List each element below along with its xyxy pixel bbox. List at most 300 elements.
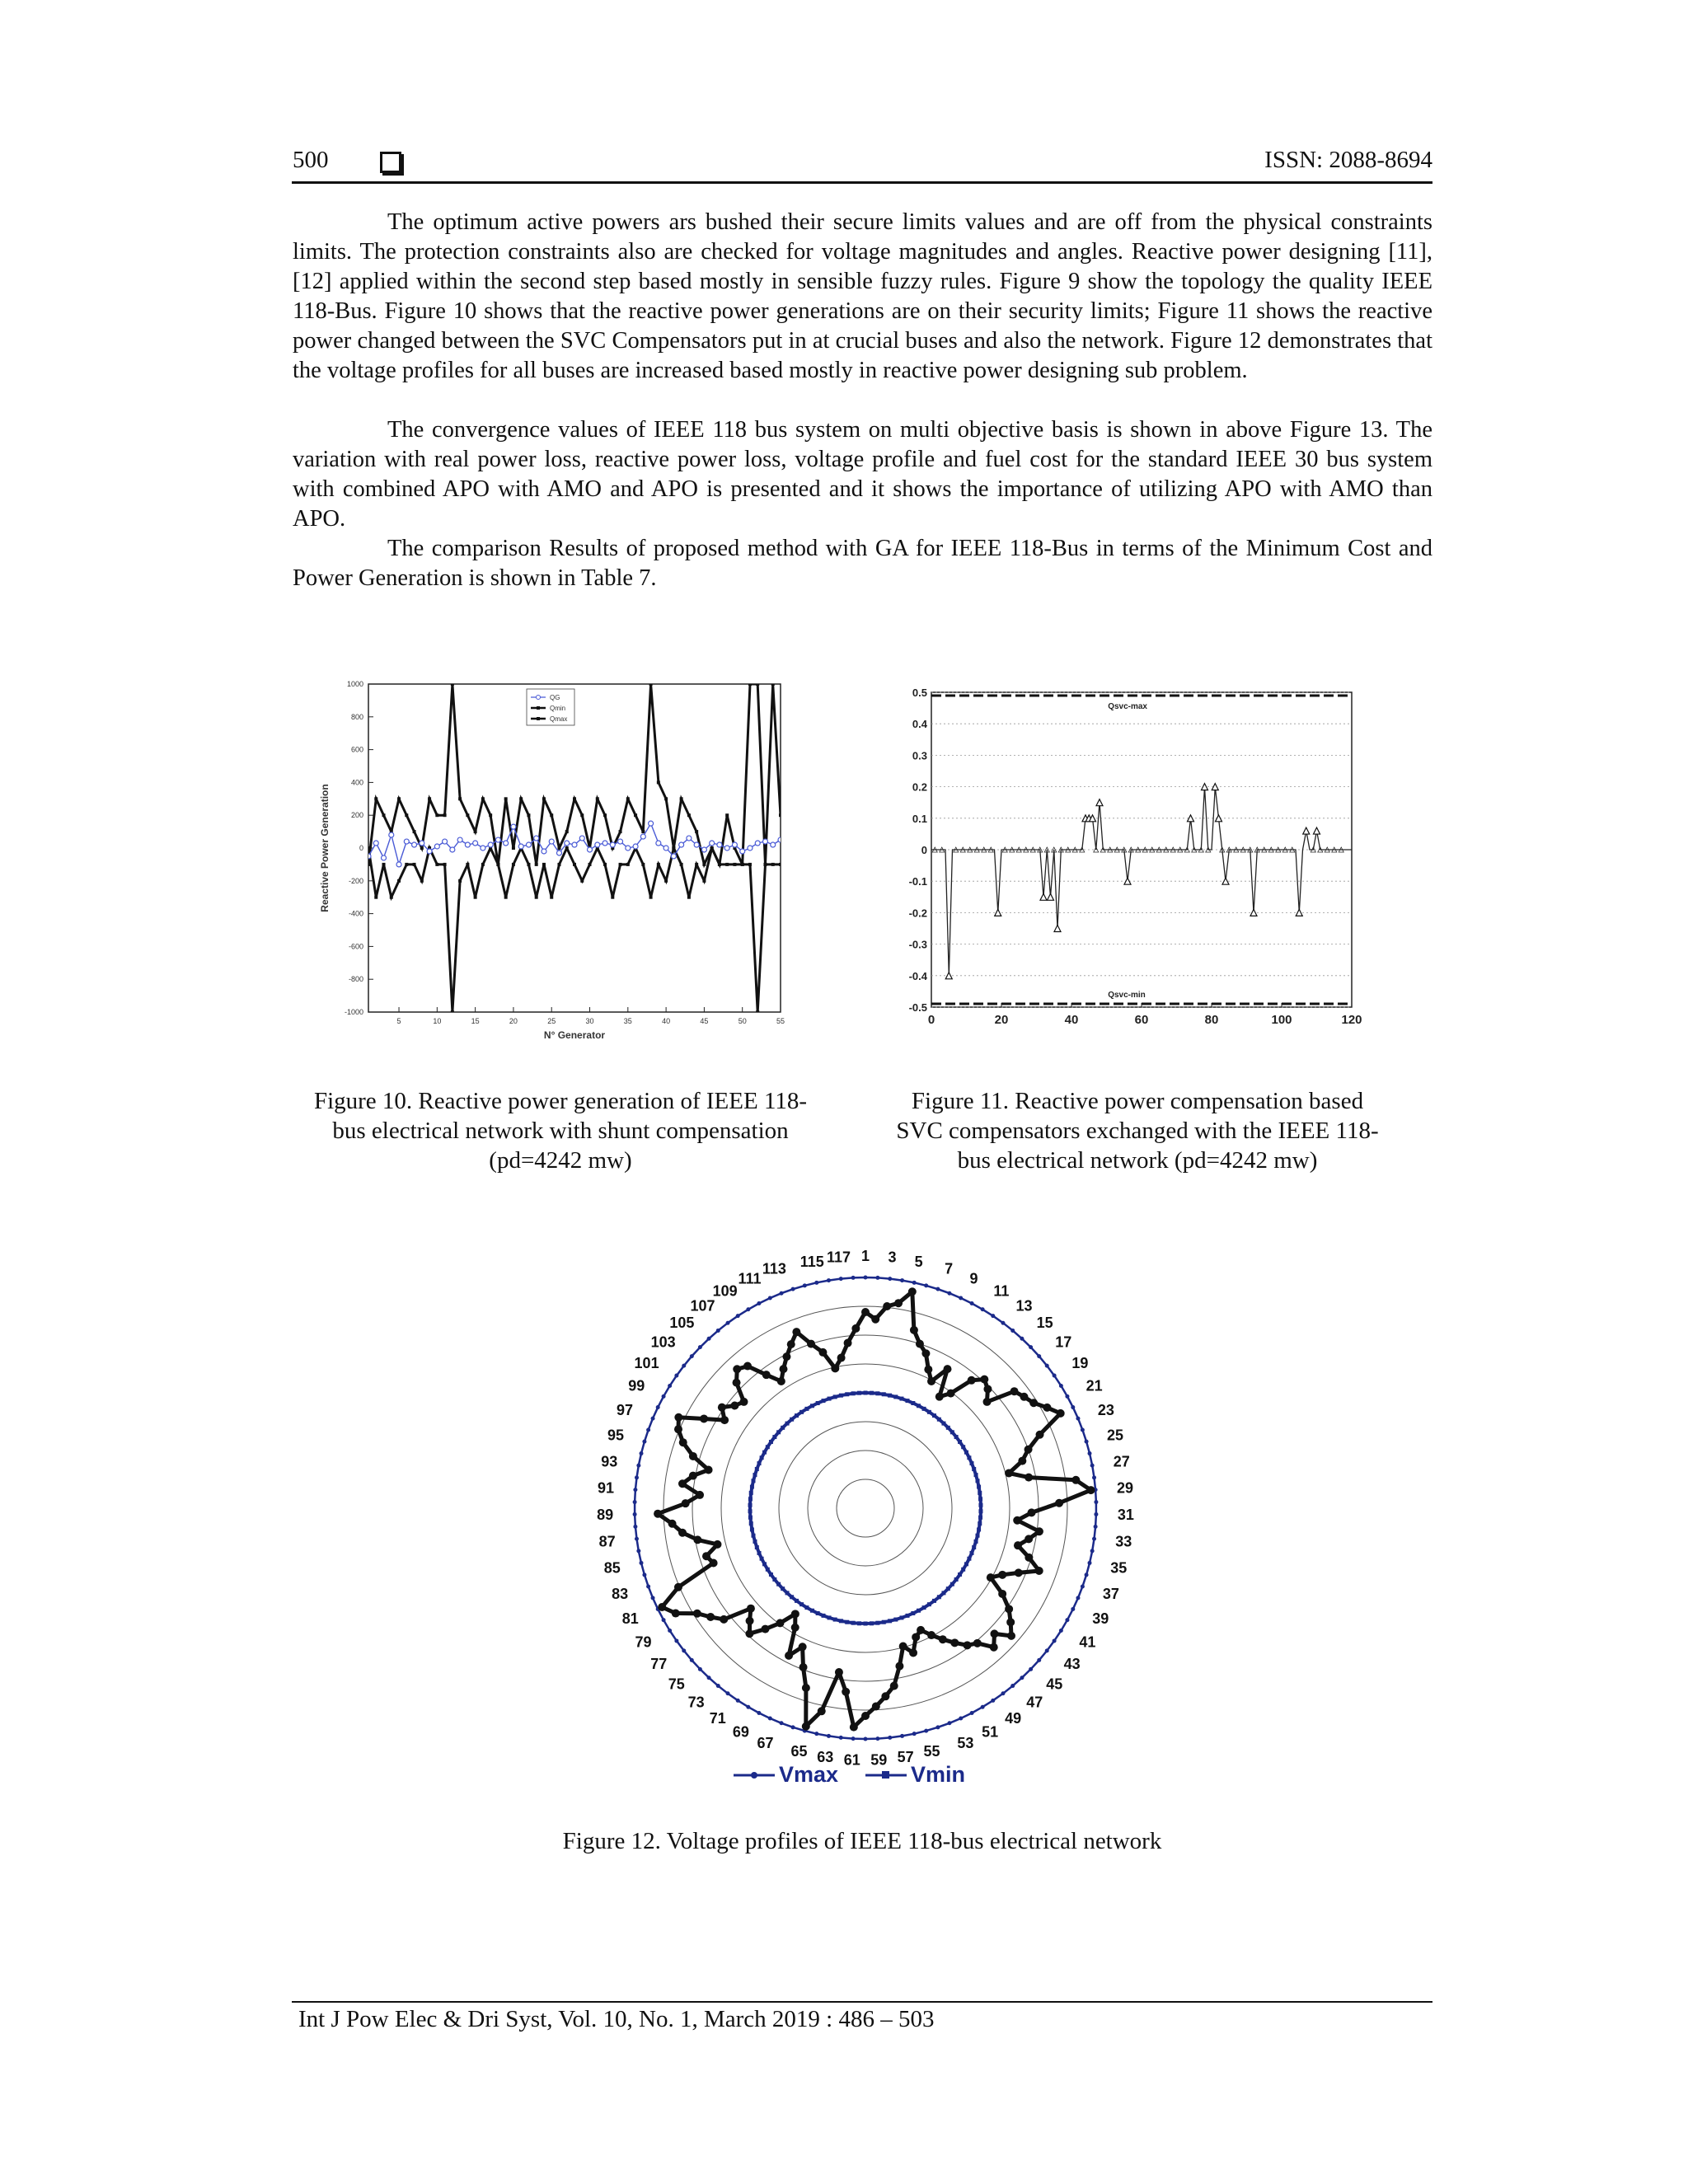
angular-label: 3 xyxy=(888,1249,897,1266)
voltage-point xyxy=(1043,1404,1051,1412)
vmin-point xyxy=(976,1479,980,1483)
y-tick-label: -0.4 xyxy=(908,969,927,982)
data-point-Qmax xyxy=(634,813,637,817)
data-point-QG xyxy=(579,836,584,841)
voltage-point xyxy=(1071,1476,1080,1484)
header-rule xyxy=(292,181,1432,184)
data-point-QG xyxy=(778,837,783,842)
vmin-point xyxy=(753,1473,757,1477)
vmin-point xyxy=(978,1516,982,1520)
vmin-point xyxy=(875,1391,879,1395)
angular-label: 45 xyxy=(1046,1675,1063,1693)
vmin-point xyxy=(790,1418,794,1422)
vmax-point xyxy=(912,1732,917,1736)
data-point-Qmax xyxy=(397,797,401,800)
vmin-point xyxy=(762,1451,767,1455)
data-point-Qmax xyxy=(443,813,447,817)
angular-label: 71 xyxy=(709,1709,726,1727)
voltage-point xyxy=(739,1398,748,1406)
angular-label: 19 xyxy=(1071,1355,1089,1372)
voltage-point xyxy=(980,1376,988,1384)
data-point-QG xyxy=(404,839,409,844)
vmax-point xyxy=(1045,1648,1049,1652)
vmin-point xyxy=(972,1545,976,1549)
data-point-Qmax xyxy=(550,813,553,817)
voltage-point xyxy=(710,1558,718,1567)
vmin-point xyxy=(857,1621,861,1625)
data-point-QG xyxy=(732,842,737,847)
data-point-Qmin xyxy=(420,879,424,883)
grid-circle xyxy=(721,1364,1010,1652)
vmin-point xyxy=(828,1615,832,1619)
data-point-Qmin xyxy=(588,863,592,866)
data-point-QG xyxy=(366,854,371,859)
voltage-point xyxy=(912,1633,920,1641)
x-axis-label: N° Generator xyxy=(543,1029,606,1041)
voltage-point xyxy=(706,1613,715,1621)
voltage-point xyxy=(1015,1568,1023,1577)
vmax-point xyxy=(947,1291,951,1296)
data-point-Qmin xyxy=(657,863,660,866)
grid-circle xyxy=(808,1451,923,1566)
data-point-Qmax xyxy=(702,863,706,866)
vmax-point xyxy=(991,1699,995,1703)
vmin-point xyxy=(927,1410,931,1414)
vmax-point xyxy=(1094,1525,1098,1529)
angular-label: 87 xyxy=(598,1533,616,1550)
data-point-Qmin xyxy=(771,863,775,866)
x-tick-label: 50 xyxy=(738,1017,747,1025)
data-point-QG xyxy=(450,847,455,852)
vmin-point xyxy=(927,1602,931,1606)
vmax-point xyxy=(636,1549,640,1553)
footer-rule xyxy=(292,2001,1432,2003)
vmin-point xyxy=(977,1527,981,1531)
vmin-point xyxy=(751,1534,755,1538)
data-point-Qmax xyxy=(565,830,569,833)
data-point-Qmin xyxy=(619,863,622,866)
vmax-point xyxy=(635,1475,639,1479)
voltage-point xyxy=(1036,1431,1044,1439)
vmin-point xyxy=(972,1467,976,1471)
paragraph-1: The optimum active powers ars bushed their secure limits values and are off from the physical constraints limits. The protection constraints also are checked for voltage magnitudes and angles. Reactive power designing [11], [12] applied within the second step based mostly in sensible fuzzy rules. Figure 9 show the topology the quality IEEE 118-Bus. Figure 10 shows that the reactive power generations are on their security limits; Figure 11 shows the reactive power changed between the SVC Compensators put in at crucial buses and also the network. Figure 12 demonstrates that the voltage profiles for all buses are increased based mostly in reactive power designing sub problem. xyxy=(293,209,1432,383)
data-point-QG xyxy=(434,844,439,849)
data-point-QG xyxy=(481,846,485,851)
data-point-QG xyxy=(473,841,478,846)
data-point-Qmax xyxy=(603,813,607,817)
vmin-point xyxy=(961,1445,965,1449)
vmax-point xyxy=(827,1278,831,1282)
vmax-point xyxy=(864,1276,868,1280)
vmax-point xyxy=(1085,1572,1089,1577)
figure-10-caption xyxy=(288,1086,832,1175)
vmin-point xyxy=(828,1397,832,1401)
data-point-QG xyxy=(373,841,378,846)
data-point-Qmin xyxy=(649,896,653,899)
data-point-Qmin xyxy=(550,896,553,899)
vmax-point xyxy=(1076,1596,1080,1600)
data-point-QG xyxy=(687,836,692,841)
data-point-Qmax xyxy=(527,813,530,817)
vmin-point xyxy=(864,1391,868,1395)
vmax-point xyxy=(1029,1345,1033,1349)
vmax-point xyxy=(991,1314,995,1318)
data-point-Qmax xyxy=(420,846,424,850)
vmax-point xyxy=(803,1283,807,1287)
vmax-ring xyxy=(635,1277,1096,1739)
vmax-point xyxy=(690,1658,694,1662)
data-point-QG xyxy=(671,854,676,859)
voltage-point xyxy=(799,1663,808,1671)
data-point-QG xyxy=(717,842,722,847)
vmax-point xyxy=(651,1417,655,1421)
voltage-point xyxy=(1025,1554,1033,1562)
legend-label: Qmin xyxy=(550,705,566,712)
data-point-Qmin xyxy=(458,879,462,883)
vmin-point xyxy=(978,1509,982,1513)
data-point-Qmax xyxy=(413,830,416,833)
y-tick-label: 0.4 xyxy=(912,718,927,731)
voltage-point xyxy=(776,1619,784,1627)
vmax-point xyxy=(1010,1329,1015,1333)
paragraph-3: The comparison Results of proposed method with GA for IEEE 118-Bus in terms of the Minimum Cost and Power Generation is shown in Table 7. xyxy=(293,536,1432,591)
data-point-QG xyxy=(755,841,760,846)
voltage-point xyxy=(1018,1457,1026,1465)
x-tick-label: 20 xyxy=(994,1013,1009,1027)
data-point-Qmax xyxy=(748,682,752,686)
angular-label: 13 xyxy=(1015,1297,1033,1315)
voltage-point xyxy=(1005,1605,1013,1613)
y-tick-label: -0.5 xyxy=(908,1001,927,1014)
voltage-point xyxy=(1014,1541,1022,1549)
vmax-point xyxy=(814,1281,818,1285)
vmax-point xyxy=(682,1364,686,1368)
data-point-Qmax xyxy=(374,797,377,800)
figure-12-chart xyxy=(577,1228,1154,1797)
x-tick-label: 20 xyxy=(509,1017,518,1025)
data-point-Qmin xyxy=(733,863,736,866)
data-point-QG xyxy=(457,837,462,842)
vmin-point xyxy=(804,1605,809,1610)
voltage-point xyxy=(689,1472,697,1480)
y-tick-label: 400 xyxy=(350,778,363,787)
angular-label: 73 xyxy=(687,1694,705,1711)
vmax-point xyxy=(1059,1629,1063,1633)
y-tick-label: -0.1 xyxy=(908,875,927,888)
x-tick-label: 40 xyxy=(1064,1013,1079,1027)
vmax-point xyxy=(736,1699,740,1703)
vmax-point xyxy=(746,1705,750,1709)
voltage-point xyxy=(1025,1446,1033,1454)
data-point-Qmin xyxy=(512,863,515,866)
data-point-Qmax xyxy=(771,682,775,686)
y-tick-label: 0 xyxy=(921,844,927,856)
legend-marker xyxy=(537,706,540,710)
angular-label: 111 xyxy=(738,1270,762,1287)
voltage-point xyxy=(678,1529,687,1537)
voltage-point xyxy=(818,1348,827,1357)
vmax-point xyxy=(662,1618,666,1622)
data-point-Qmin xyxy=(390,896,393,899)
vmin-point xyxy=(967,1557,971,1561)
angular-label: 103 xyxy=(650,1333,676,1351)
voltage-point xyxy=(761,1625,769,1633)
vmin-point xyxy=(776,1430,781,1434)
voltage-point xyxy=(802,1684,810,1692)
data-point-Qmin xyxy=(405,863,408,866)
y-tick-label: -1000 xyxy=(344,1008,363,1016)
voltage-point xyxy=(713,1540,721,1549)
voltage-profile-line xyxy=(658,1291,1090,1727)
vmax-point xyxy=(875,1276,879,1280)
voltage-point xyxy=(693,1535,701,1544)
voltage-point xyxy=(682,1499,690,1507)
vmax-point xyxy=(981,1307,985,1311)
voltage-point xyxy=(679,1438,687,1446)
angular-label: 109 xyxy=(712,1282,738,1300)
vmax-point xyxy=(1053,1374,1057,1378)
voltage-point xyxy=(924,1366,932,1374)
x-tick-label: 0 xyxy=(927,1013,935,1027)
vmin-point xyxy=(917,1609,921,1613)
vmin-point xyxy=(969,1551,973,1555)
angular-label: 69 xyxy=(732,1723,749,1741)
vmin-point xyxy=(941,1422,945,1426)
voltage-point xyxy=(762,1371,771,1379)
voltage-point xyxy=(802,1722,810,1731)
vmax-point xyxy=(1037,1354,1041,1358)
angular-label: 1 xyxy=(860,1248,870,1264)
voltage-point xyxy=(921,1349,930,1357)
vmax-point xyxy=(900,1734,904,1738)
vmin-point xyxy=(941,1591,945,1595)
vmin-point xyxy=(870,1391,874,1395)
vmin-point xyxy=(905,1399,909,1403)
data-point-QG xyxy=(724,846,729,851)
data-point-Qmax xyxy=(672,846,675,850)
vmax-point xyxy=(707,1675,711,1680)
voltage-point xyxy=(894,1299,903,1307)
voltage-point xyxy=(1007,1632,1015,1640)
voltage-point xyxy=(674,1583,682,1591)
vmin-point xyxy=(978,1503,982,1507)
voltage-point xyxy=(702,1552,710,1560)
vmin-point xyxy=(905,1614,909,1618)
vmax-point xyxy=(970,1301,974,1305)
data-point-Qmax xyxy=(741,863,744,866)
data-point-Qmax xyxy=(687,813,691,817)
voltage-point xyxy=(1028,1508,1036,1516)
vmax-point xyxy=(1094,1512,1098,1516)
vmax-point xyxy=(674,1374,678,1378)
vmax-point xyxy=(1090,1549,1095,1553)
voltage-point xyxy=(658,1603,666,1611)
y-tick-label: 1000 xyxy=(346,680,363,688)
angular-label: 101 xyxy=(634,1355,659,1372)
vmin-point xyxy=(753,1540,757,1544)
y-tick-label: -200 xyxy=(348,876,363,885)
y-tick-label: 200 xyxy=(350,811,363,820)
data-point-Qmax xyxy=(405,813,408,817)
vmin-point xyxy=(950,1582,954,1586)
vmax-point xyxy=(1029,1667,1033,1671)
voltage-point xyxy=(909,1648,917,1657)
voltage-point xyxy=(730,1402,738,1410)
angular-label: 39 xyxy=(1092,1610,1109,1627)
voltage-point xyxy=(1025,1535,1033,1543)
voltage-point xyxy=(674,1425,682,1433)
data-point-Qmin xyxy=(641,863,645,866)
vmin-point xyxy=(882,1392,886,1396)
data-point-Qmax xyxy=(451,682,454,686)
vmin-point xyxy=(748,1503,753,1507)
angular-label: 7 xyxy=(945,1260,954,1277)
voltage-point xyxy=(983,1398,992,1406)
angular-label: 99 xyxy=(628,1377,645,1394)
data-point-Qmax xyxy=(542,797,546,800)
vmin-point xyxy=(750,1527,754,1531)
vmax-point xyxy=(642,1440,646,1444)
data-point-QG xyxy=(595,842,600,847)
voltage-point xyxy=(678,1479,687,1488)
y-tick-label: 0.3 xyxy=(912,749,927,762)
data-point-QG xyxy=(443,839,448,844)
voltage-point xyxy=(705,1465,713,1474)
vmin-point xyxy=(804,1407,809,1411)
data-point-Qmin xyxy=(695,863,698,866)
voltage-point xyxy=(1020,1393,1028,1401)
voltage-point xyxy=(791,1624,799,1632)
angular-label: 11 xyxy=(993,1282,1010,1300)
figure-10-chart xyxy=(313,672,791,1051)
voltage-point xyxy=(916,1340,924,1348)
angular-label: 77 xyxy=(650,1655,668,1672)
y-tick-label: -800 xyxy=(348,975,363,984)
vmin-point xyxy=(795,1599,799,1603)
legend-marker-vmax xyxy=(751,1772,757,1779)
voltage-point xyxy=(747,1605,755,1613)
vmin-point xyxy=(946,1426,950,1430)
vmin-point xyxy=(762,1562,767,1566)
vmin-point xyxy=(893,1618,898,1622)
legend-marker xyxy=(537,717,540,720)
angular-label: 51 xyxy=(982,1723,999,1741)
vmin-point xyxy=(757,1461,762,1465)
vmax-point xyxy=(633,1525,637,1529)
voltage-point xyxy=(983,1385,992,1393)
data-point-QG xyxy=(382,855,387,860)
vmin-point xyxy=(950,1430,954,1434)
voltage-point xyxy=(807,1340,815,1348)
data-point-QG xyxy=(556,851,561,855)
data-point-QG xyxy=(771,842,776,847)
angular-label: 63 xyxy=(817,1749,834,1766)
angular-label: 41 xyxy=(1079,1633,1096,1651)
vmin-point xyxy=(978,1521,982,1526)
vmin-point xyxy=(954,1435,959,1439)
data-point-Qmax xyxy=(535,863,538,866)
voltage-point xyxy=(787,1340,795,1348)
vmax-point xyxy=(768,1296,772,1301)
vmax-point xyxy=(726,1321,730,1325)
legend-label: Qmax xyxy=(550,715,568,723)
legend-label-vmin: Vmin xyxy=(911,1762,966,1787)
voltage-point xyxy=(746,1617,754,1625)
data-point-Qmax xyxy=(474,830,477,833)
caption-line: bus electrical network with shunt compensation xyxy=(332,1118,789,1144)
vmin-point xyxy=(822,1399,826,1403)
angular-label: 105 xyxy=(669,1315,695,1332)
vmin-point xyxy=(839,1619,843,1623)
vmax-point xyxy=(642,1572,646,1577)
voltage-point xyxy=(720,1416,729,1424)
data-point-QG xyxy=(748,846,753,851)
figure-11-chart xyxy=(890,676,1376,1038)
vmin-point xyxy=(755,1545,759,1549)
voltage-point xyxy=(733,1379,741,1387)
legend-label: QG xyxy=(550,694,560,701)
data-point-Qmax xyxy=(649,682,653,686)
vmin-point xyxy=(748,1516,753,1520)
voltage-point xyxy=(895,1662,903,1671)
vmax-point xyxy=(757,1711,761,1715)
vmin-point xyxy=(766,1445,770,1449)
data-point-Qmin xyxy=(756,1010,759,1014)
data-point-Qmax xyxy=(580,813,584,817)
data-point-QG xyxy=(511,824,516,829)
vmin-point xyxy=(785,1591,790,1595)
caption-line: (pd=4242 mw) xyxy=(489,1147,632,1174)
voltage-point xyxy=(872,1702,880,1710)
y-tick-label: 800 xyxy=(350,712,363,721)
angular-label: 31 xyxy=(1117,1507,1134,1524)
vmin-point xyxy=(917,1404,921,1408)
vmax-point xyxy=(981,1705,985,1709)
checkbox-symbol-icon xyxy=(380,152,401,173)
data-point-QG xyxy=(740,849,745,854)
vmin-point xyxy=(922,1605,926,1610)
vmax-point xyxy=(791,1725,795,1729)
data-point-Qmax xyxy=(680,797,683,800)
voltage-point xyxy=(1029,1399,1038,1407)
vmin-point xyxy=(760,1557,764,1561)
data-point-QG xyxy=(465,842,470,847)
data-point-QG xyxy=(640,834,645,839)
angular-label: 59 xyxy=(870,1751,888,1769)
legend-label-vmax: Vmax xyxy=(779,1762,839,1787)
data-point-QG xyxy=(679,842,684,847)
grid-circle xyxy=(837,1479,894,1537)
issn: ISSN: 2088-8694 xyxy=(1264,147,1432,173)
vmin-point xyxy=(816,1611,820,1615)
angular-label: 89 xyxy=(597,1507,614,1524)
vmin-point xyxy=(749,1491,753,1495)
vmin-point xyxy=(760,1455,764,1460)
angular-label: 27 xyxy=(1113,1453,1130,1470)
data-point-Qmin xyxy=(702,879,706,883)
vmax-point xyxy=(959,1716,963,1720)
grid-circle xyxy=(635,1277,1096,1739)
vmin-point xyxy=(937,1418,941,1422)
voltage-point xyxy=(881,1692,889,1700)
vmax-point xyxy=(668,1629,672,1633)
angular-label: 57 xyxy=(897,1749,914,1766)
angular-label: 37 xyxy=(1102,1585,1119,1602)
vmax-point xyxy=(900,1278,904,1282)
vmax-point xyxy=(1001,1691,1005,1695)
vmin-point xyxy=(977,1485,981,1489)
vmin-point xyxy=(893,1394,898,1399)
